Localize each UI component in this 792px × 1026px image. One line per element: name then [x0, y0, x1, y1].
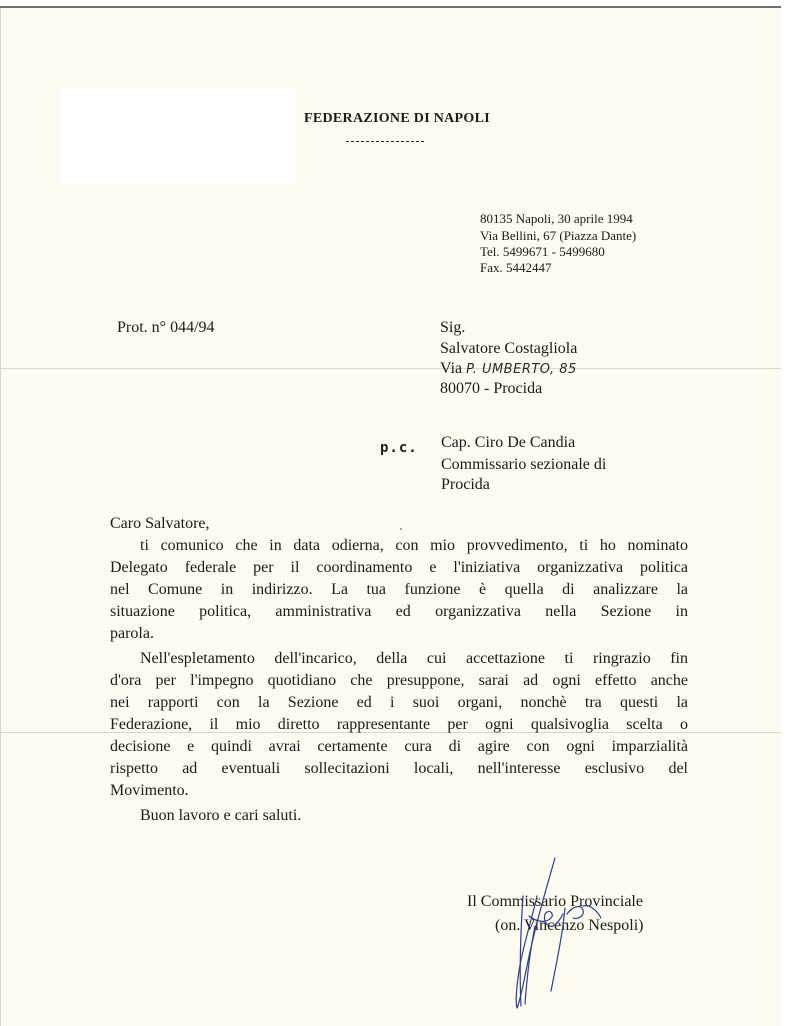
body-line [110, 694, 688, 712]
closing-name: (on. Vincenzo Nespoli) [495, 917, 644, 934]
cc-line: Commissario sezionale di [441, 456, 607, 473]
body-line-text: Buon lavoro e cari saluti. [140, 807, 302, 824]
letter-page [0, 6, 781, 1026]
letterhead-rule [346, 141, 424, 143]
body-line-text: Nell'espletamento dell'incarico, della cui accettazione ti ringrazio fin [140, 650, 688, 667]
recipient-street [440, 360, 577, 378]
body-line-text: Federazione, il mio diretto rappresentante per ogni qualsivoglia scelta o [110, 716, 688, 733]
body-line [110, 738, 688, 756]
body-line [110, 625, 688, 643]
body-line [110, 672, 688, 690]
paper-speck [400, 528, 402, 530]
body-line-text: decisione e quindi avrai certamente cura di agire con ogni imparzialità [110, 738, 688, 755]
scan-edge [0, 0, 792, 4]
letterhead-title: FEDERAZIONE DI NAPOLI [304, 111, 490, 126]
recipient-name: Salvatore Costagliola [440, 340, 578, 357]
protocol-number: Prot. n° 044/94 [117, 319, 215, 336]
recipient-title: Sig. [440, 319, 466, 336]
body-line [110, 782, 688, 800]
handwritten-signature [505, 856, 615, 1016]
body-line-text: parola. [110, 625, 154, 642]
redacted-logo-area [60, 88, 296, 184]
cc-line: Cap. Ciro De Candia [441, 434, 576, 451]
body-line [140, 537, 688, 555]
signature-stroke [525, 926, 535, 1004]
body-line-text: d'ora per l'impegno quotidiano che presuppone, sarai ad ogni effetto anche [110, 672, 688, 689]
cc-line: Procida [441, 476, 490, 493]
body-line [140, 650, 688, 668]
body-line [110, 559, 688, 577]
closing-title: Il Commissario Provinciale [467, 893, 643, 910]
paper-fold-line [0, 368, 781, 369]
salutation: Caro Salvatore, [110, 515, 210, 532]
body-line [110, 760, 688, 778]
body-line-text: Movimento. [110, 782, 189, 799]
sender-address-line: 80135 Napoli, 30 aprile 1994 [480, 211, 633, 226]
body-line-text: nei rapporti con la Sezione ed i suoi organi, nonchè tra questi la [110, 694, 688, 711]
body-line [110, 716, 688, 734]
cc-label: p.c. [380, 440, 418, 456]
body-line [110, 581, 688, 599]
body-line-text: rispetto ad eventuali sollecitazioni locali, nell'interesse esclusivo del [110, 760, 688, 777]
body-line [140, 807, 688, 825]
sender-address-line: Via Bellini, 67 (Piazza Dante) [480, 228, 637, 243]
body-line [110, 603, 688, 621]
signature-stroke [520, 896, 523, 1006]
body-line-text: Delegato federale per il coordinamento e l'iniziativa organizzativa politica [110, 559, 688, 576]
body-line-text: situazione politica, amministrativa ed organizzativa nella Sezione in [110, 603, 688, 620]
recipient-street-prefix: Via [440, 360, 463, 377]
sender-address-line: Fax. 5442447 [480, 260, 552, 275]
sender-address-line: Tel. 5499671 - 5499680 [480, 244, 605, 259]
body-line-text: nel Comune in indirizzo. La tua funzione è quella di analizzare la [110, 581, 688, 598]
recipient-city: 80070 - Procida [440, 380, 543, 397]
body-line-text: ti comunico che in data odierna, con mio provvedimento, ti ho nominato [140, 537, 688, 554]
recipient-street-handwritten: P. UMBERTO, 85 [466, 362, 577, 377]
